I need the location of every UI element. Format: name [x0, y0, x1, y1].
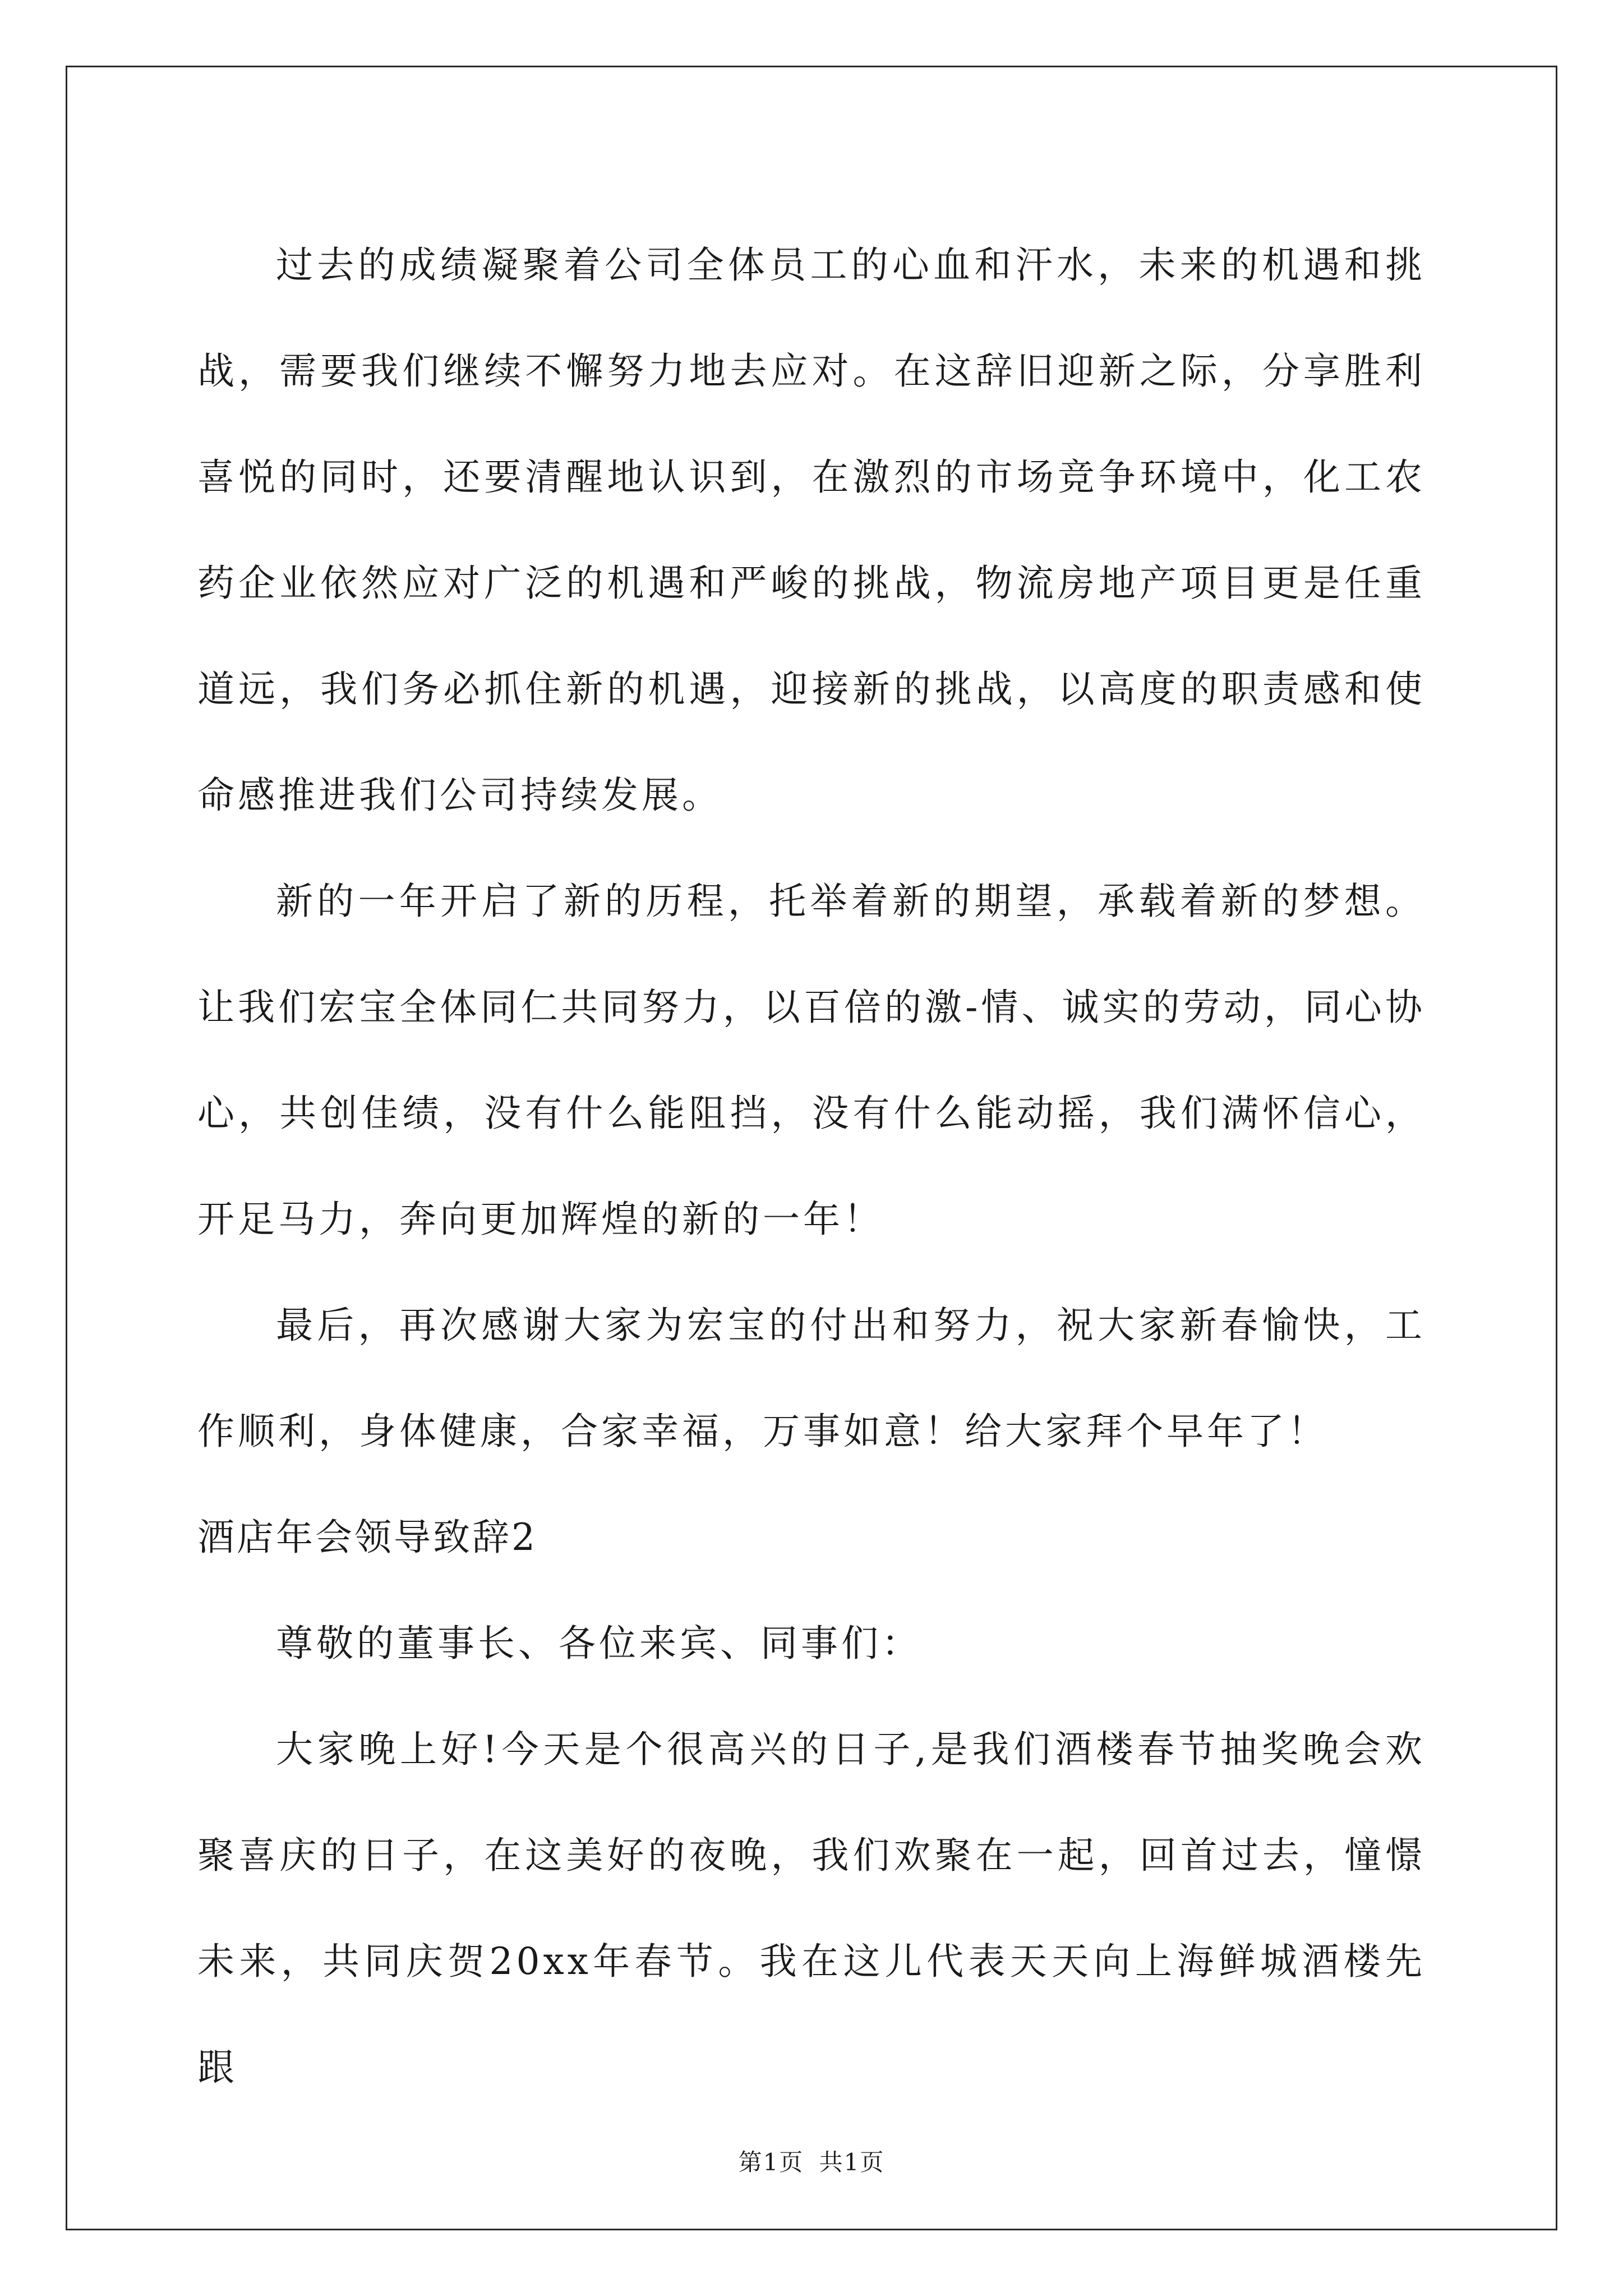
paragraph-2: 新的一年开启了新的历程，托举着新的期望，承载着新的梦想。让我们宏宝全体同仁共同努力，以百倍的激-情、诚实的劳动，同心协心，共创佳绩，没有什么能阻挡，没有什么能动摇，我们满怀信心，开足马力，奔向更加辉煌的新的一年！ [197, 880, 1426, 1241]
paragraph-4: 大家晚上好!今天是个很高兴的日子,是我们酒楼春节抽奖晚会欢聚喜庆的日子，在这美好的夜晚，我们欢聚在一起，回首过去，憧憬未来，共同庆贺20xx年春节。我在这儿代表天天向上海鲜城酒楼先跟 [197, 1728, 1426, 2089]
paragraph-3: 最后，再次感谢大家为宏宝的付出和努力，祝大家新春愉快，工作顺利，身体健康，合家幸福，万事如意！给大家拜个早年了！ [197, 1304, 1426, 1453]
salutation: 尊敬的董事长、各位来宾、同事们： [276, 1622, 922, 1665]
section-title: 酒店年会领导致辞2 [197, 1516, 537, 1559]
page-number-current: 第1页 [738, 2148, 804, 2176]
document-body [197, 212, 1426, 2120]
page-number-total: 共1页 [819, 2148, 885, 2176]
paragraph-1: 过去的成绩凝聚着公司全体员工的心血和汗水，未来的机遇和挑战，需要我们继续不懈努力地去应对。在这辞旧迎新之际，分享胜利喜悦的同时，还要清醒地认识到，在激烈的市场竞争环境中，化工农药企业依然应对广泛的机遇和严峻的挑战，物流房地产项目更是任重道远，我们务必抓住新的机遇，迎接新的挑战，以高度的职责感和使命感推进我们公司持续发展。 [197, 243, 1426, 817]
page-footer [0, 2144, 1623, 2178]
